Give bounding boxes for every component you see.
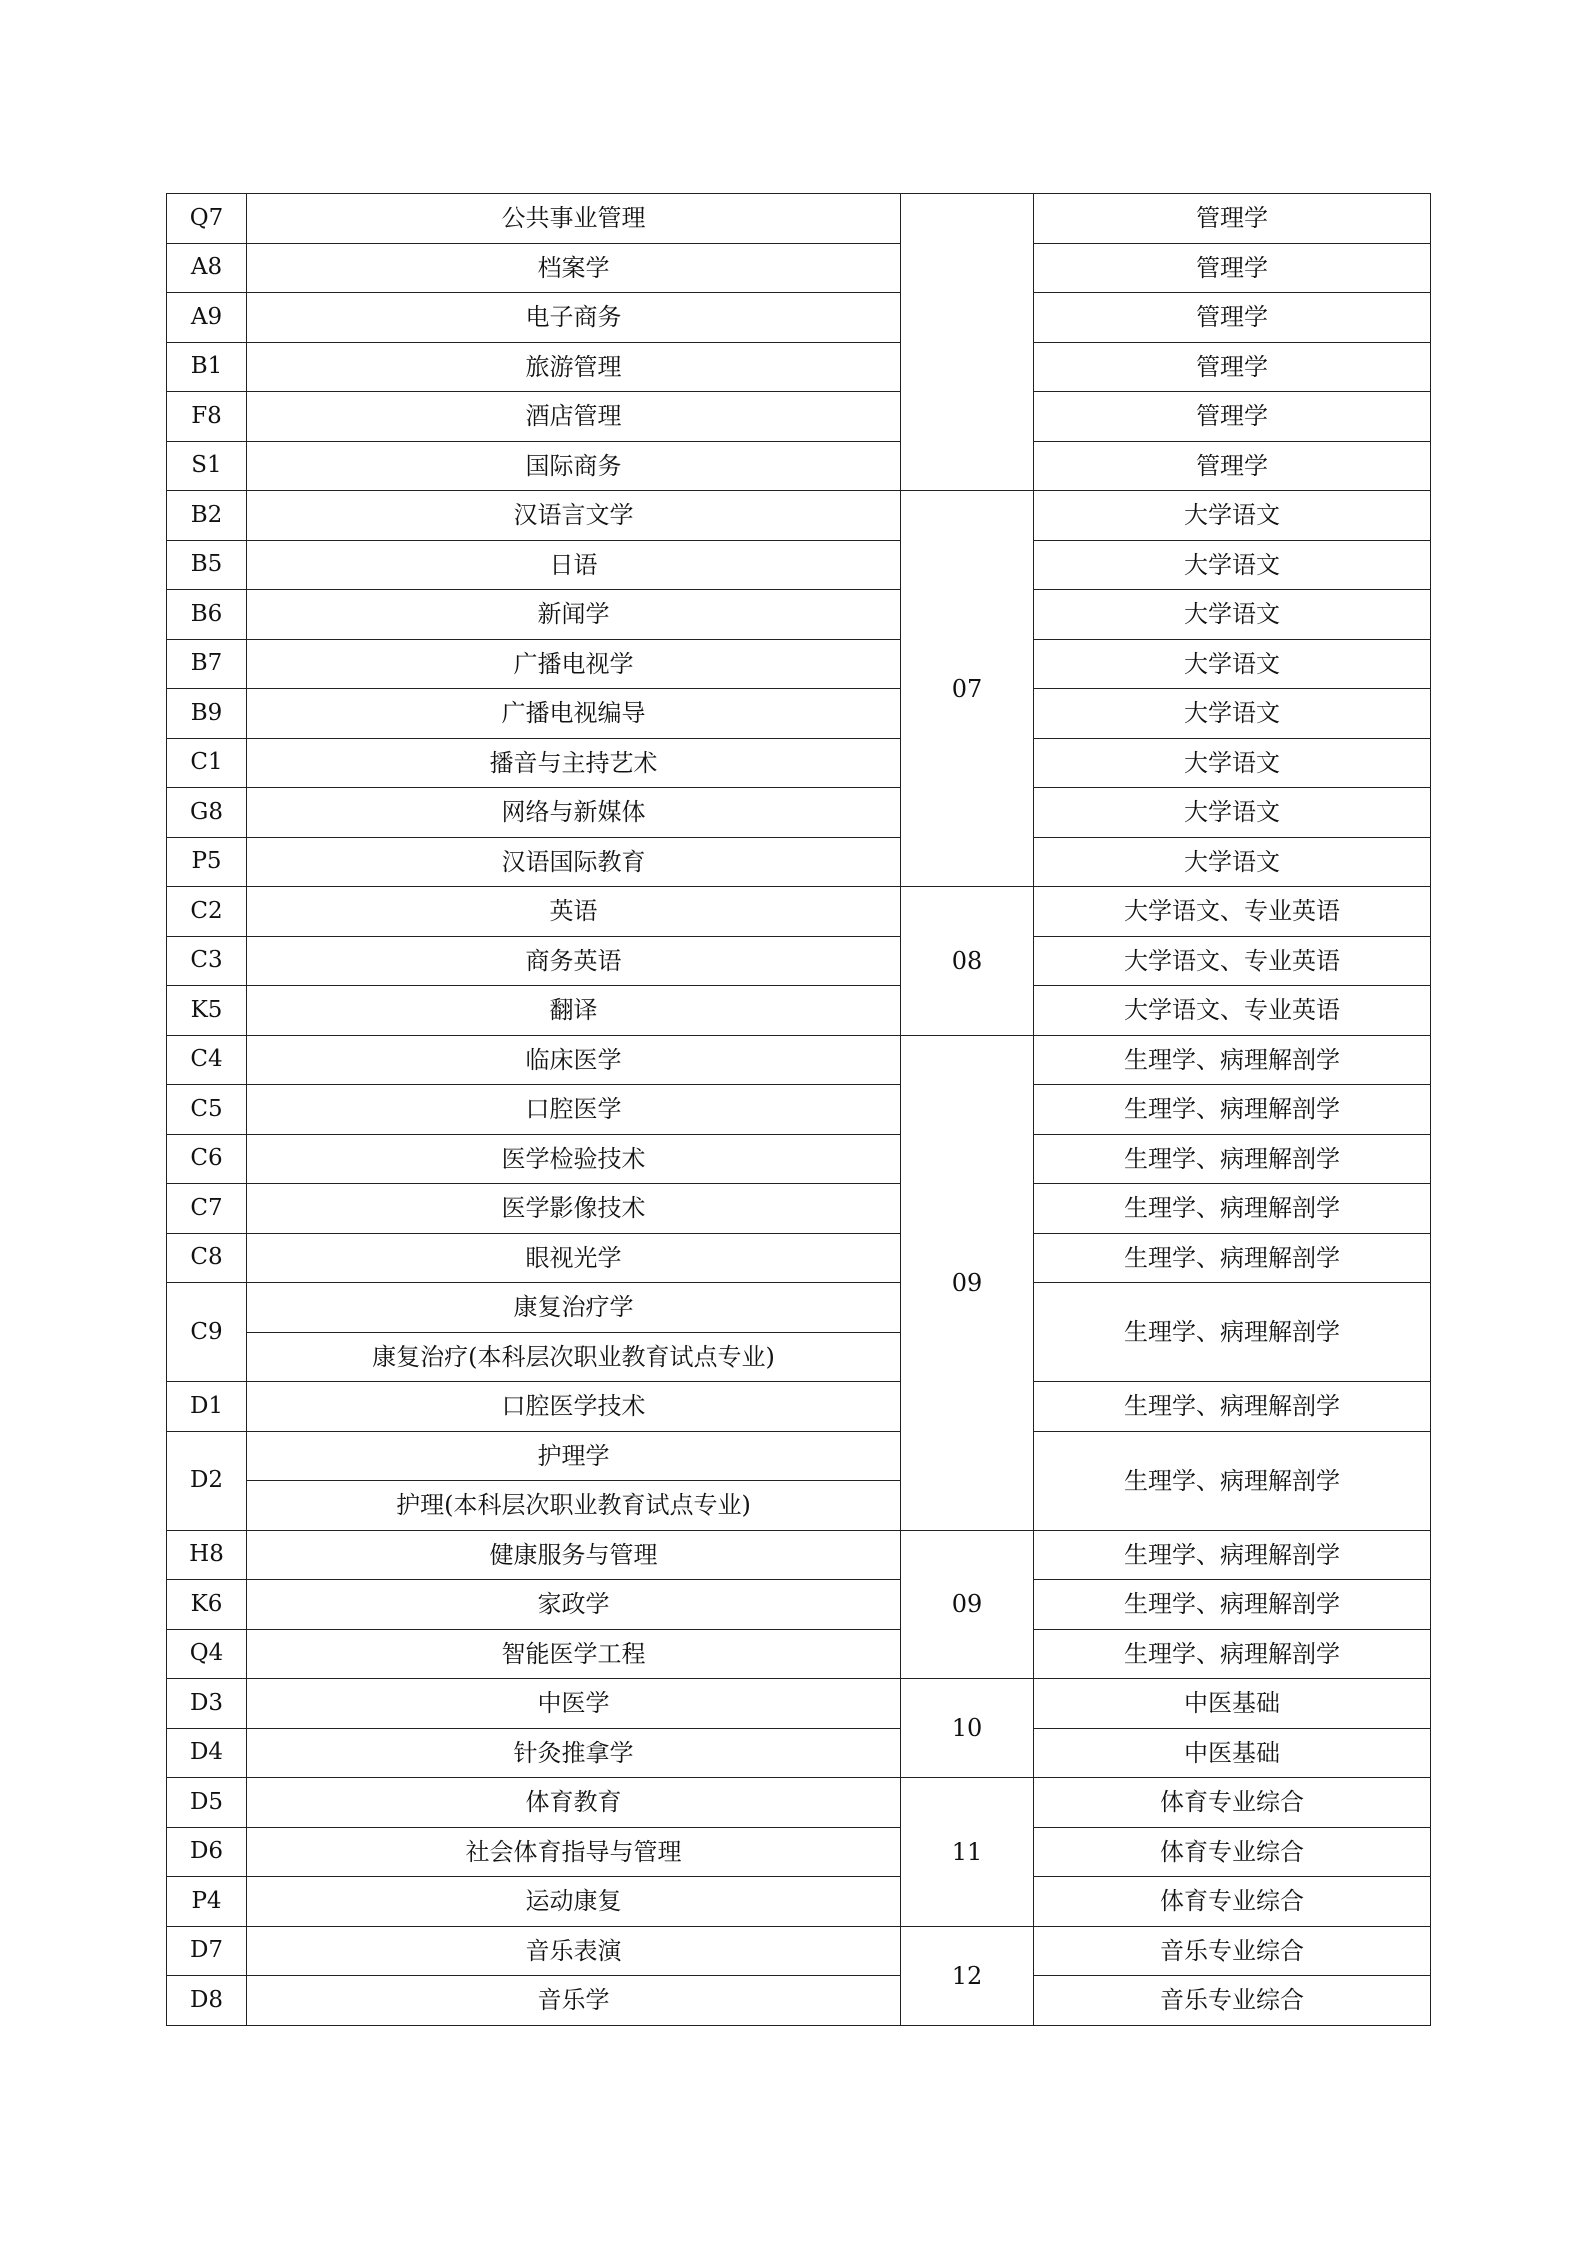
table-row: [167, 1431, 1431, 1481]
major-name: 临床医学: [247, 1035, 901, 1085]
major-code: S1: [167, 441, 247, 491]
major-code: C9: [167, 1283, 247, 1382]
exam-subject: 生理学、病理解剖学: [1034, 1580, 1431, 1630]
category-code: 11: [901, 1778, 1034, 1927]
category-code: 09: [901, 1530, 1034, 1679]
major-code: K6: [167, 1580, 247, 1630]
exam-subject: 中医基础: [1034, 1679, 1431, 1729]
table-row: [167, 887, 1431, 937]
exam-subject: 体育专业综合: [1034, 1827, 1431, 1877]
exam-subject: 生理学、病理解剖学: [1034, 1085, 1431, 1135]
table-row: [167, 837, 1431, 887]
major-code: P5: [167, 837, 247, 887]
major-name: 护理(本科层次职业教育试点专业): [247, 1481, 901, 1531]
table-row: [167, 1629, 1431, 1679]
category-code: 09: [901, 1035, 1034, 1530]
table-row: [167, 1382, 1431, 1432]
major-name: 日语: [247, 540, 901, 590]
major-code: B2: [167, 491, 247, 541]
major-name: 旅游管理: [247, 342, 901, 392]
major-name: 汉语言文学: [247, 491, 901, 541]
exam-subject: 生理学、病理解剖学: [1034, 1283, 1431, 1382]
table-row: [167, 1530, 1431, 1580]
major-code: Q4: [167, 1629, 247, 1679]
major-code: C7: [167, 1184, 247, 1234]
major-code: F8: [167, 392, 247, 442]
table-row: [167, 1233, 1431, 1283]
table-row: [167, 1580, 1431, 1630]
major-name: 医学检验技术: [247, 1134, 901, 1184]
table-row: [167, 1926, 1431, 1976]
table-row: [167, 639, 1431, 689]
table-row: [167, 1283, 1431, 1333]
exam-subject: 大学语文: [1034, 689, 1431, 739]
major-code: B6: [167, 590, 247, 640]
major-code: C3: [167, 936, 247, 986]
major-name: 体育教育: [247, 1778, 901, 1828]
major-code: K5: [167, 986, 247, 1036]
table-row: [167, 293, 1431, 343]
major-name: 医学影像技术: [247, 1184, 901, 1234]
major-code: C8: [167, 1233, 247, 1283]
major-name: 广播电视编导: [247, 689, 901, 739]
table-row: [167, 1679, 1431, 1729]
exam-subject: 大学语文、专业英语: [1034, 986, 1431, 1036]
exam-subject: 大学语文: [1034, 540, 1431, 590]
major-name: 智能医学工程: [247, 1629, 901, 1679]
major-name: 运动康复: [247, 1877, 901, 1927]
major-code: C6: [167, 1134, 247, 1184]
exam-subject: 管理学: [1034, 342, 1431, 392]
major-code: Q7: [167, 194, 247, 244]
major-name: 酒店管理: [247, 392, 901, 442]
major-name: 音乐表演: [247, 1926, 901, 1976]
exam-subject: 音乐专业综合: [1034, 1976, 1431, 2026]
exam-subject: 生理学、病理解剖学: [1034, 1134, 1431, 1184]
major-code: C5: [167, 1085, 247, 1135]
exam-subject: 生理学、病理解剖学: [1034, 1035, 1431, 1085]
exam-subject: 管理学: [1034, 194, 1431, 244]
table-row: [167, 194, 1431, 244]
exam-subject: 生理学、病理解剖学: [1034, 1530, 1431, 1580]
major-code: B7: [167, 639, 247, 689]
table-row: [167, 1134, 1431, 1184]
major-name: 音乐学: [247, 1976, 901, 2026]
exam-subject: 大学语文: [1034, 491, 1431, 541]
table-row: [167, 1778, 1431, 1828]
major-name: 针灸推拿学: [247, 1728, 901, 1778]
category-code: 07: [901, 491, 1034, 887]
major-code: D3: [167, 1679, 247, 1729]
exam-subject: 体育专业综合: [1034, 1877, 1431, 1927]
exam-subject: 大学语文、专业英语: [1034, 887, 1431, 937]
major-name: 康复治疗(本科层次职业教育试点专业): [247, 1332, 901, 1382]
exam-subject: 大学语文: [1034, 590, 1431, 640]
major-subject-table: [166, 193, 1431, 2026]
category-code: [901, 194, 1034, 491]
exam-subject: 大学语文、专业英语: [1034, 936, 1431, 986]
exam-subject: 生理学、病理解剖学: [1034, 1233, 1431, 1283]
table-row: [167, 441, 1431, 491]
exam-subject: 管理学: [1034, 293, 1431, 343]
major-code: D1: [167, 1382, 247, 1432]
major-name: 护理学: [247, 1431, 901, 1481]
table-row: [167, 243, 1431, 293]
category-code: 08: [901, 887, 1034, 1036]
table-row: [167, 788, 1431, 838]
table-row: [167, 342, 1431, 392]
major-code: D5: [167, 1778, 247, 1828]
exam-subject: 生理学、病理解剖学: [1034, 1629, 1431, 1679]
major-name: 新闻学: [247, 590, 901, 640]
major-code: D4: [167, 1728, 247, 1778]
table-row: [167, 936, 1431, 986]
table-row: [167, 590, 1431, 640]
exam-subject: 管理学: [1034, 243, 1431, 293]
exam-subject: 生理学、病理解剖学: [1034, 1184, 1431, 1234]
table-row: [167, 1877, 1431, 1927]
major-name: 口腔医学技术: [247, 1382, 901, 1432]
table-row: [167, 540, 1431, 590]
table-row: [167, 1827, 1431, 1877]
exam-subject: 大学语文: [1034, 639, 1431, 689]
major-name: 档案学: [247, 243, 901, 293]
table-row: [167, 1184, 1431, 1234]
table-row: [167, 1085, 1431, 1135]
exam-subject: 体育专业综合: [1034, 1778, 1431, 1828]
major-name: 翻译: [247, 986, 901, 1036]
exam-subject: 大学语文: [1034, 788, 1431, 838]
table-body: [167, 194, 1431, 2026]
major-name: 广播电视学: [247, 639, 901, 689]
exam-subject: 生理学、病理解剖学: [1034, 1431, 1431, 1530]
major-code: G8: [167, 788, 247, 838]
major-name: 英语: [247, 887, 901, 937]
exam-subject: 音乐专业综合: [1034, 1926, 1431, 1976]
table-row: [167, 689, 1431, 739]
major-name: 家政学: [247, 1580, 901, 1630]
major-code: B9: [167, 689, 247, 739]
major-name: 汉语国际教育: [247, 837, 901, 887]
category-code: 10: [901, 1679, 1034, 1778]
major-name: 口腔医学: [247, 1085, 901, 1135]
exam-subject: 大学语文: [1034, 837, 1431, 887]
table-row: [167, 1976, 1431, 2026]
major-code: C1: [167, 738, 247, 788]
major-name: 社会体育指导与管理: [247, 1827, 901, 1877]
major-name: 网络与新媒体: [247, 788, 901, 838]
major-code: H8: [167, 1530, 247, 1580]
major-code: B1: [167, 342, 247, 392]
major-name: 电子商务: [247, 293, 901, 343]
table-row: [167, 738, 1431, 788]
table-row: [167, 1035, 1431, 1085]
major-code: A9: [167, 293, 247, 343]
major-code: D8: [167, 1976, 247, 2026]
table-row: [167, 392, 1431, 442]
table-row: [167, 1728, 1431, 1778]
exam-subject: 生理学、病理解剖学: [1034, 1382, 1431, 1432]
major-name: 公共事业管理: [247, 194, 901, 244]
exam-subject: 管理学: [1034, 392, 1431, 442]
exam-subject: 大学语文: [1034, 738, 1431, 788]
table-row: [167, 986, 1431, 1036]
major-name: 中医学: [247, 1679, 901, 1729]
table-row: [167, 491, 1431, 541]
major-code: D2: [167, 1431, 247, 1530]
major-code: C2: [167, 887, 247, 937]
category-code: 12: [901, 1926, 1034, 2025]
major-code: D7: [167, 1926, 247, 1976]
major-name: 康复治疗学: [247, 1283, 901, 1333]
exam-subject: 管理学: [1034, 441, 1431, 491]
major-code: A8: [167, 243, 247, 293]
major-name: 国际商务: [247, 441, 901, 491]
major-name: 商务英语: [247, 936, 901, 986]
exam-subject: 中医基础: [1034, 1728, 1431, 1778]
major-name: 播音与主持艺术: [247, 738, 901, 788]
major-name: 健康服务与管理: [247, 1530, 901, 1580]
major-code: B5: [167, 540, 247, 590]
major-code: C4: [167, 1035, 247, 1085]
major-name: 眼视光学: [247, 1233, 901, 1283]
major-code: P4: [167, 1877, 247, 1927]
major-code: D6: [167, 1827, 247, 1877]
